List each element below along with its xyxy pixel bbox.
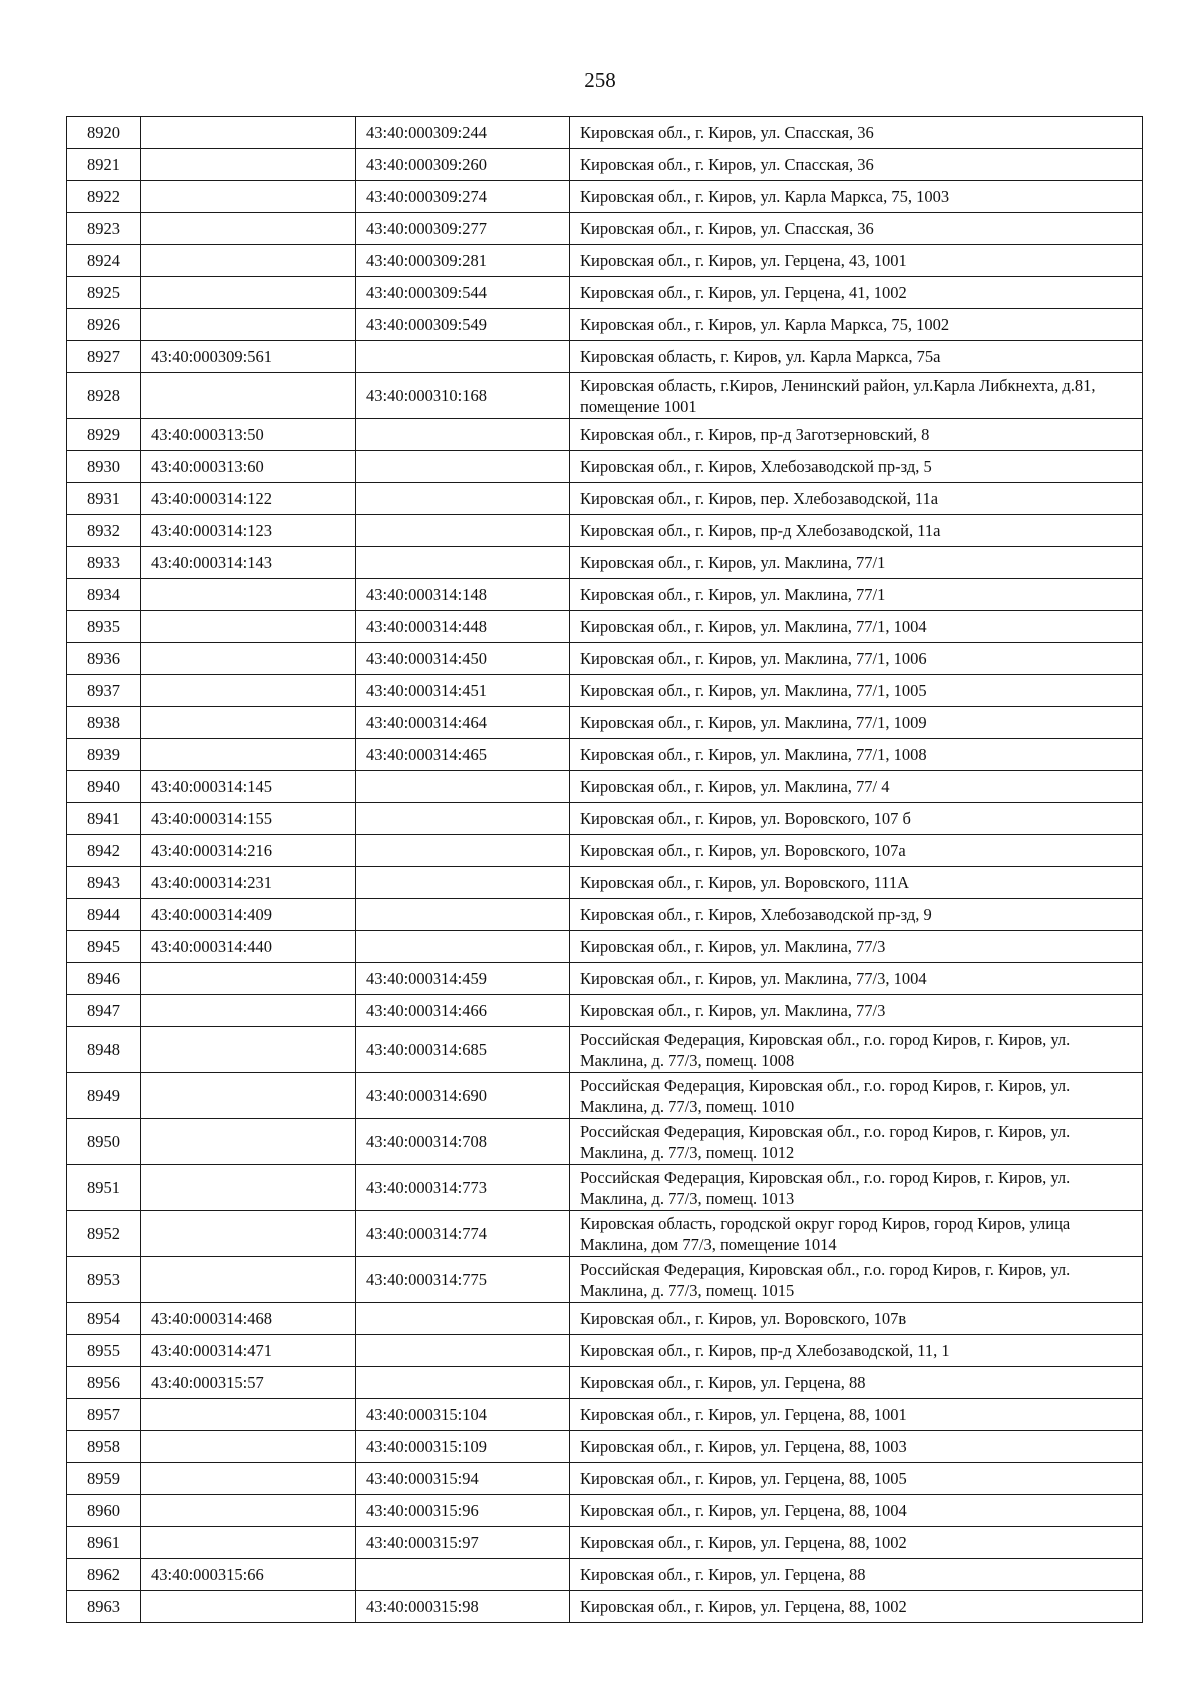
cadastral-number-land-cell: 43:40:000314:471 <box>141 1335 356 1367</box>
row-number-cell: 8956 <box>67 1367 141 1399</box>
cadastral-number-object-cell <box>356 341 570 373</box>
row-number-cell: 8937 <box>67 675 141 707</box>
table-row <box>67 1495 1143 1527</box>
cadastral-number-object-cell <box>356 419 570 451</box>
cadastral-number-object-cell: 43:40:000309:549 <box>356 309 570 341</box>
row-number-cell: 8955 <box>67 1335 141 1367</box>
cadastral-number-object-cell: 43:40:000309:277 <box>356 213 570 245</box>
table-row <box>67 117 1143 149</box>
row-number-cell: 8921 <box>67 149 141 181</box>
table-row <box>67 341 1143 373</box>
table-row <box>67 1257 1143 1303</box>
cadastral-number-land-cell: 43:40:000315:57 <box>141 1367 356 1399</box>
table-row <box>67 1591 1143 1623</box>
address-cell: Кировская обл., г. Киров, ул. Маклина, 77/ 4 <box>570 771 1143 803</box>
cadastral-number-object-cell: 43:40:000309:260 <box>356 149 570 181</box>
table-row <box>67 707 1143 739</box>
table-row <box>67 149 1143 181</box>
address-cell: Кировская обл., г. Киров, ул. Маклина, 77/1 <box>570 579 1143 611</box>
table-row <box>67 309 1143 341</box>
table-row <box>67 1073 1143 1119</box>
address-cell: Кировская обл., г. Киров, ул. Герцена, 88 <box>570 1367 1143 1399</box>
address-cell: Российская Федерация, Кировская обл., г.о. город Киров, г. Киров, ул. Маклина, д. 77/3, помещ. 1012 <box>570 1119 1143 1165</box>
cadastral-number-land-cell <box>141 373 356 419</box>
row-number-cell: 8924 <box>67 245 141 277</box>
cadastral-number-object-cell: 43:40:000314:451 <box>356 675 570 707</box>
cadastral-number-object-cell: 43:40:000309:544 <box>356 277 570 309</box>
row-number-cell: 8932 <box>67 515 141 547</box>
cadastral-number-object-cell: 43:40:000314:459 <box>356 963 570 995</box>
cadastral-number-land-cell <box>141 245 356 277</box>
cadastral-number-land-cell: 43:40:000315:66 <box>141 1559 356 1591</box>
cadastral-number-object-cell: 43:40:000315:97 <box>356 1527 570 1559</box>
table-row <box>67 867 1143 899</box>
cadastral-number-land-cell <box>141 1495 356 1527</box>
address-cell: Кировская обл., г. Киров, ул. Спасская, 36 <box>570 149 1143 181</box>
table-row <box>67 213 1143 245</box>
row-number-cell: 8945 <box>67 931 141 963</box>
table-row <box>67 995 1143 1027</box>
address-cell: Российская Федерация, Кировская обл., г.о. город Киров, г. Киров, ул. Маклина, д. 77/3, помещ. 1015 <box>570 1257 1143 1303</box>
address-cell: Кировская обл., г. Киров, ул. Воровского, 107 б <box>570 803 1143 835</box>
row-number-cell: 8953 <box>67 1257 141 1303</box>
table-row <box>67 643 1143 675</box>
table-row <box>67 515 1143 547</box>
address-cell: Кировская обл., г. Киров, Хлебозаводской пр-зд, 5 <box>570 451 1143 483</box>
row-number-cell: 8944 <box>67 899 141 931</box>
row-number-cell: 8923 <box>67 213 141 245</box>
address-cell: Кировская область, г. Киров, ул. Карла Маркса, 75а <box>570 341 1143 373</box>
cadastral-number-land-cell <box>141 1073 356 1119</box>
address-cell: Кировская обл., г. Киров, ул. Маклина, 77/3, 1004 <box>570 963 1143 995</box>
cadastral-number-object-cell: 43:40:000309:281 <box>356 245 570 277</box>
cadastral-number-land-cell <box>141 995 356 1027</box>
cadastral-number-land-cell <box>141 1431 356 1463</box>
registry-table-body <box>67 117 1143 1623</box>
cadastral-number-object-cell: 43:40:000309:244 <box>356 117 570 149</box>
row-number-cell: 8926 <box>67 309 141 341</box>
address-cell: Кировская область, г.Киров, Ленинский район, ул.Карла Либкнехта, д.81, помещение 1001 <box>570 373 1143 419</box>
address-cell: Кировская обл., г. Киров, ул. Карла Маркса, 75, 1002 <box>570 309 1143 341</box>
cadastral-number-object-cell: 43:40:000314:450 <box>356 643 570 675</box>
table-row <box>67 771 1143 803</box>
row-number-cell: 8933 <box>67 547 141 579</box>
row-number-cell: 8946 <box>67 963 141 995</box>
cadastral-number-object-cell: 43:40:000315:94 <box>356 1463 570 1495</box>
cadastral-number-object-cell: 43:40:000314:690 <box>356 1073 570 1119</box>
row-number-cell: 8920 <box>67 117 141 149</box>
cadastral-number-land-cell: 43:40:000314:145 <box>141 771 356 803</box>
cadastral-number-land-cell: 43:40:000314:122 <box>141 483 356 515</box>
address-cell: Кировская обл., г. Киров, ул. Воровского, 107а <box>570 835 1143 867</box>
cadastral-number-land-cell <box>141 1027 356 1073</box>
address-cell: Кировская обл., г. Киров, ул. Герцена, 88, 1002 <box>570 1591 1143 1623</box>
cadastral-number-object-cell <box>356 835 570 867</box>
row-number-cell: 8941 <box>67 803 141 835</box>
address-cell: Кировская обл., г. Киров, ул. Герцена, 88, 1001 <box>570 1399 1143 1431</box>
cadastral-number-object-cell <box>356 1559 570 1591</box>
address-cell: Кировская обл., г. Киров, ул. Воровского, 111А <box>570 867 1143 899</box>
row-number-cell: 8931 <box>67 483 141 515</box>
table-row <box>67 739 1143 771</box>
cadastral-number-object-cell <box>356 803 570 835</box>
address-cell: Кировская обл., г. Киров, Хлебозаводской пр-зд, 9 <box>570 899 1143 931</box>
table-row <box>67 1303 1143 1335</box>
address-cell: Кировская обл., г. Киров, ул. Герцена, 88 <box>570 1559 1143 1591</box>
address-cell: Кировская обл., г. Киров, ул. Герцена, 88, 1003 <box>570 1431 1143 1463</box>
cadastral-number-object-cell: 43:40:000314:148 <box>356 579 570 611</box>
cadastral-number-object-cell: 43:40:000315:98 <box>356 1591 570 1623</box>
row-number-cell: 8952 <box>67 1211 141 1257</box>
cadastral-number-object-cell: 43:40:000309:274 <box>356 181 570 213</box>
row-number-cell: 8959 <box>67 1463 141 1495</box>
row-number-cell: 8958 <box>67 1431 141 1463</box>
cadastral-number-object-cell: 43:40:000314:773 <box>356 1165 570 1211</box>
cadastral-number-land-cell: 43:40:000314:440 <box>141 931 356 963</box>
cadastral-number-land-cell: 43:40:000313:60 <box>141 451 356 483</box>
address-cell: Кировская обл., г. Киров, ул. Маклина, 77/1, 1009 <box>570 707 1143 739</box>
table-row <box>67 1335 1143 1367</box>
row-number-cell: 8942 <box>67 835 141 867</box>
address-cell: Кировская обл., г. Киров, ул. Воровского, 107в <box>570 1303 1143 1335</box>
cadastral-number-land-cell <box>141 963 356 995</box>
row-number-cell: 8950 <box>67 1119 141 1165</box>
address-cell: Российская Федерация, Кировская обл., г.о. город Киров, г. Киров, ул. Маклина, д. 77/3, помещ. 1013 <box>570 1165 1143 1211</box>
address-cell: Кировская обл., г. Киров, ул. Маклина, 77/3 <box>570 995 1143 1027</box>
row-number-cell: 8961 <box>67 1527 141 1559</box>
address-cell: Кировская обл., г. Киров, ул. Герцена, 88, 1005 <box>570 1463 1143 1495</box>
row-number-cell: 8954 <box>67 1303 141 1335</box>
cadastral-number-object-cell <box>356 1367 570 1399</box>
address-cell: Кировская обл., г. Киров, пр-д Хлебозаводской, 11, 1 <box>570 1335 1143 1367</box>
table-row <box>67 1165 1143 1211</box>
cadastral-number-land-cell <box>141 149 356 181</box>
cadastral-number-land-cell <box>141 309 356 341</box>
table-row <box>67 419 1143 451</box>
address-cell: Кировская обл., г. Киров, ул. Герцена, 41, 1002 <box>570 277 1143 309</box>
table-row <box>67 181 1143 213</box>
address-cell: Кировская обл., г. Киров, ул. Спасская, 36 <box>570 213 1143 245</box>
address-cell: Российская Федерация, Кировская обл., г.о. город Киров, г. Киров, ул. Маклина, д. 77/3, помещ. 1010 <box>570 1073 1143 1119</box>
cadastral-number-land-cell: 43:40:000314:231 <box>141 867 356 899</box>
row-number-cell: 8939 <box>67 739 141 771</box>
cadastral-number-land-cell: 43:40:000313:50 <box>141 419 356 451</box>
table-row <box>67 1027 1143 1073</box>
address-cell: Кировская область, городской округ город Киров, город Киров, улица Маклина, дом 77/3, помещение 1014 <box>570 1211 1143 1257</box>
cadastral-number-object-cell <box>356 867 570 899</box>
cadastral-number-land-cell <box>141 707 356 739</box>
cadastral-number-land-cell: 43:40:000314:143 <box>141 547 356 579</box>
cadastral-number-object-cell <box>356 451 570 483</box>
table-row <box>67 547 1143 579</box>
cadastral-number-land-cell <box>141 1591 356 1623</box>
cadastral-number-land-cell: 43:40:000314:409 <box>141 899 356 931</box>
row-number-cell: 8927 <box>67 341 141 373</box>
row-number-cell: 8951 <box>67 1165 141 1211</box>
row-number-cell: 8930 <box>67 451 141 483</box>
table-row <box>67 1431 1143 1463</box>
address-cell: Кировская обл., г. Киров, пр-д Хлебозаводской, 11а <box>570 515 1143 547</box>
cadastral-number-object-cell: 43:40:000314:685 <box>356 1027 570 1073</box>
row-number-cell: 8922 <box>67 181 141 213</box>
row-number-cell: 8948 <box>67 1027 141 1073</box>
row-number-cell: 8960 <box>67 1495 141 1527</box>
address-cell: Кировская обл., г. Киров, пер. Хлебозаводской, 11а <box>570 483 1143 515</box>
table-row <box>67 245 1143 277</box>
table-row <box>67 373 1143 419</box>
cadastral-number-object-cell <box>356 547 570 579</box>
table-row <box>67 1463 1143 1495</box>
cadastral-number-object-cell: 43:40:000310:168 <box>356 373 570 419</box>
cadastral-number-land-cell: 43:40:000314:155 <box>141 803 356 835</box>
cadastral-number-land-cell <box>141 213 356 245</box>
table-row <box>67 899 1143 931</box>
address-cell: Кировская обл., г. Киров, ул. Маклина, 77/1 <box>570 547 1143 579</box>
address-cell: Кировская обл., г. Киров, ул. Герцена, 88, 1004 <box>570 1495 1143 1527</box>
cadastral-number-object-cell <box>356 931 570 963</box>
row-number-cell: 8938 <box>67 707 141 739</box>
row-number-cell: 8929 <box>67 419 141 451</box>
row-number-cell: 8957 <box>67 1399 141 1431</box>
cadastral-number-object-cell: 43:40:000314:708 <box>356 1119 570 1165</box>
cadastral-number-land-cell <box>141 739 356 771</box>
cadastral-number-land-cell <box>141 579 356 611</box>
cadastral-number-land-cell: 43:40:000314:123 <box>141 515 356 547</box>
cadastral-number-land-cell <box>141 1165 356 1211</box>
cadastral-number-land-cell: 43:40:000309:561 <box>141 341 356 373</box>
row-number-cell: 8962 <box>67 1559 141 1591</box>
cadastral-number-land-cell <box>141 277 356 309</box>
cadastral-number-object-cell: 43:40:000315:104 <box>356 1399 570 1431</box>
address-cell: Кировская обл., г. Киров, пр-д Заготзерновский, 8 <box>570 419 1143 451</box>
cadastral-number-land-cell <box>141 675 356 707</box>
cadastral-number-land-cell: 43:40:000314:468 <box>141 1303 356 1335</box>
table-row <box>67 963 1143 995</box>
cadastral-number-object-cell: 43:40:000315:109 <box>356 1431 570 1463</box>
table-row <box>67 675 1143 707</box>
address-cell: Кировская обл., г. Киров, ул. Маклина, 77/3 <box>570 931 1143 963</box>
row-number-cell: 8947 <box>67 995 141 1027</box>
address-cell: Кировская обл., г. Киров, ул. Герцена, 88, 1002 <box>570 1527 1143 1559</box>
row-number-cell: 8928 <box>67 373 141 419</box>
row-number-cell: 8949 <box>67 1073 141 1119</box>
cadastral-number-object-cell: 43:40:000314:465 <box>356 739 570 771</box>
cadastral-number-land-cell <box>141 181 356 213</box>
cadastral-number-object-cell: 43:40:000315:96 <box>356 1495 570 1527</box>
table-row <box>67 1211 1143 1257</box>
cadastral-number-land-cell <box>141 643 356 675</box>
cadastral-number-land-cell <box>141 1399 356 1431</box>
address-cell: Кировская обл., г. Киров, ул. Герцена, 43, 1001 <box>570 245 1143 277</box>
row-number-cell: 8925 <box>67 277 141 309</box>
cadastral-number-object-cell: 43:40:000314:774 <box>356 1211 570 1257</box>
cadastral-number-object-cell <box>356 771 570 803</box>
table-row <box>67 611 1143 643</box>
table-row <box>67 1559 1143 1591</box>
cadastral-number-object-cell: 43:40:000314:464 <box>356 707 570 739</box>
row-number-cell: 8936 <box>67 643 141 675</box>
table-row <box>67 483 1143 515</box>
cadastral-number-land-cell <box>141 1257 356 1303</box>
row-number-cell: 8943 <box>67 867 141 899</box>
cadastral-number-land-cell <box>141 1463 356 1495</box>
address-cell: Кировская обл., г. Киров, ул. Карла Маркса, 75, 1003 <box>570 181 1143 213</box>
table-row <box>67 277 1143 309</box>
cadastral-number-object-cell: 43:40:000314:448 <box>356 611 570 643</box>
cadastral-number-object-cell <box>356 1303 570 1335</box>
cadastral-number-land-cell <box>141 1527 356 1559</box>
table-row <box>67 1367 1143 1399</box>
table-row <box>67 1399 1143 1431</box>
address-cell: Кировская обл., г. Киров, ул. Маклина, 77/1, 1008 <box>570 739 1143 771</box>
table-row <box>67 803 1143 835</box>
cadastral-number-object-cell <box>356 515 570 547</box>
cadastral-number-land-cell <box>141 1211 356 1257</box>
table-row <box>67 835 1143 867</box>
table-row <box>67 1119 1143 1165</box>
cadastral-number-object-cell <box>356 483 570 515</box>
cadastral-number-land-cell: 43:40:000314:216 <box>141 835 356 867</box>
table-row <box>67 1527 1143 1559</box>
cadastral-number-land-cell <box>141 611 356 643</box>
cadastral-number-object-cell <box>356 1335 570 1367</box>
address-cell: Кировская обл., г. Киров, ул. Маклина, 77/1, 1005 <box>570 675 1143 707</box>
row-number-cell: 8935 <box>67 611 141 643</box>
cadastral-number-land-cell <box>141 117 356 149</box>
cadastral-number-object-cell <box>356 899 570 931</box>
address-cell: Российская Федерация, Кировская обл., г.о. город Киров, г. Киров, ул. Маклина, д. 77/3, помещ. 1008 <box>570 1027 1143 1073</box>
address-cell: Кировская обл., г. Киров, ул. Спасская, 36 <box>570 117 1143 149</box>
row-number-cell: 8934 <box>67 579 141 611</box>
address-cell: Кировская обл., г. Киров, ул. Маклина, 77/1, 1004 <box>570 611 1143 643</box>
row-number-cell: 8940 <box>67 771 141 803</box>
row-number-cell: 8963 <box>67 1591 141 1623</box>
page-number: 258 <box>584 68 616 92</box>
table-row <box>67 931 1143 963</box>
table-row <box>67 451 1143 483</box>
property-registry-table <box>66 116 1143 1623</box>
address-cell: Кировская обл., г. Киров, ул. Маклина, 77/1, 1006 <box>570 643 1143 675</box>
cadastral-number-object-cell: 43:40:000314:775 <box>356 1257 570 1303</box>
cadastral-number-object-cell: 43:40:000314:466 <box>356 995 570 1027</box>
cadastral-number-land-cell <box>141 1119 356 1165</box>
table-row <box>67 579 1143 611</box>
